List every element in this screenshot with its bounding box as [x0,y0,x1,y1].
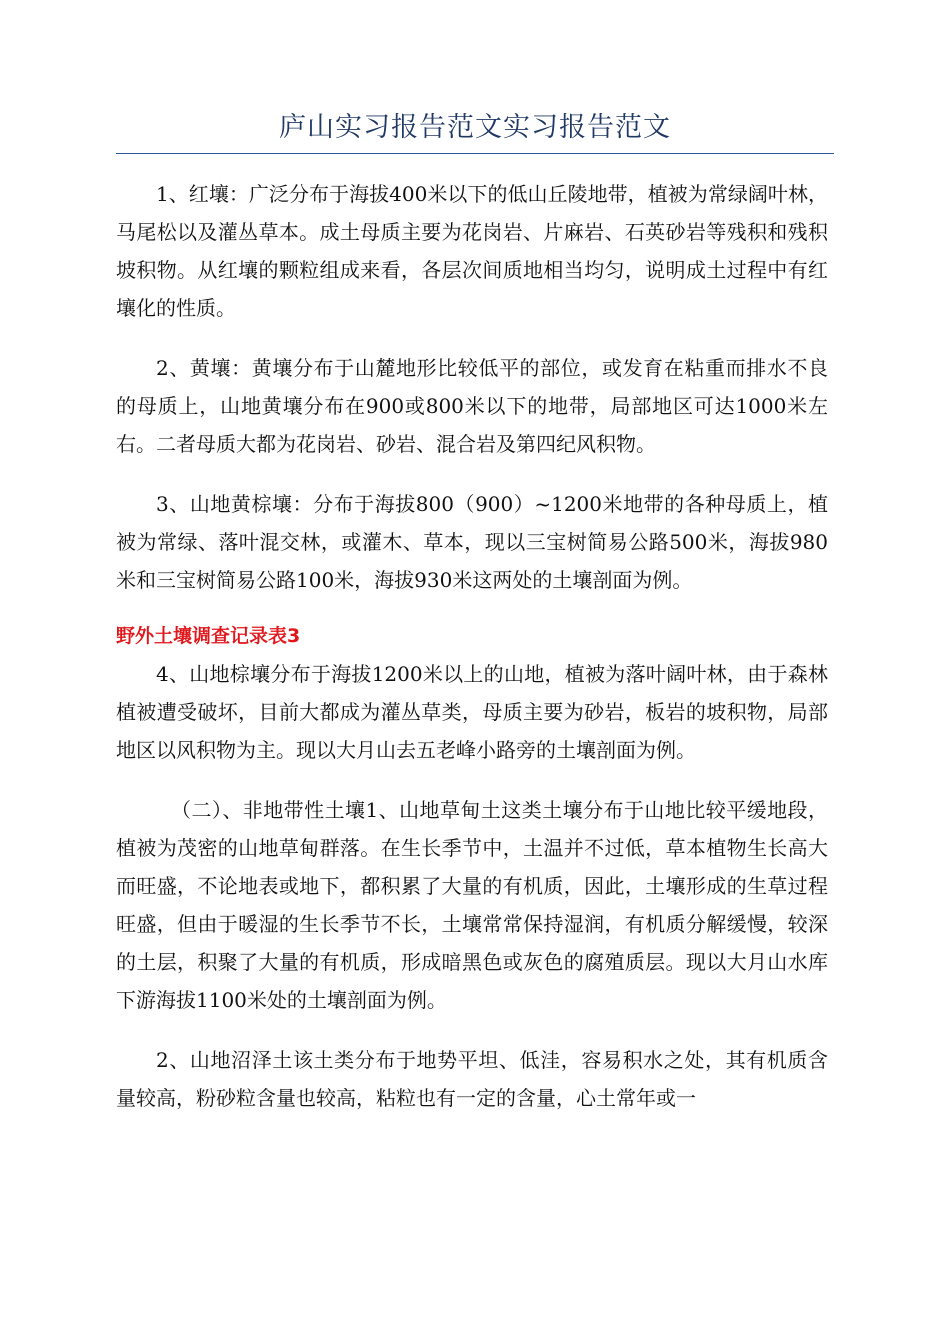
title-underline [116,153,834,154]
paragraph-red-soil: 1、红壤：广泛分布于海拔400米以下的低山丘陵地带，植被为常绿阔叶林，马尾松以及灌丛草本。成土母质主要为花岗岩、片麻岩、石英砂岩等残积和残积坡积物。从红壤的颗粒组成来看，各层次间质地相当均匀，说明成土过程中有红壤化的性质。 [116,182,828,320]
document-body [116,175,828,1139]
paragraph-mountain-marsh-soil: 2、山地沼泽土该土类分布于地势平坦、低洼，容易积水之处，其有机质含量较高，粉砂粒含量也较高，粘粒也有一定的含量，心土常年或一 [116,1048,828,1110]
paragraph-mountain-yellow-brown-soil: 3、山地黄棕壤：分布于海拔800（900）~1200米地带的各种母质上，植被为常绿、落叶混交林，或灌木、草本，现以三宝树简易公路500米，海拔980米和三宝树简易公路100米，海拔930米这两处的土壤剖面为例。 [116,492,828,592]
paragraph-mountain-brown-soil: 4、山地棕壤分布于海拔1200米以上的山地，植被为落叶阔叶林，由于森林植被遭受破坏，目前大都成为灌丛草类，母质主要为砂岩，板岩的坡积物，局部地区以风积物为主。现以大月山去五老峰小路旁的土壤剖面为例。 [116,662,828,762]
section-heading: 野外土壤调查记录表3 [116,625,301,647]
paragraph-yellow-soil: 2、黄壤：黄壤分布于山麓地形比较低平的部位，或发育在粘重而排水不良的母质上，山地黄壤分布在900或800米以下的地带，局部地区可达1000米左右。二者母质大都为花岗岩、砂岩、混合岩及第四纪风积物。 [116,356,828,456]
document-title: 庐山实习报告范文实习报告范文 [279,112,671,143]
paragraph-non-zonal-soil: （二）、非地带性土壤1、山地草甸土这类土壤分布于山地比较平缓地段，植被为茂密的山地草甸群落。在生长季节中，土温并不过低，草本植物生长高大而旺盛，不论地表或地下，都积累了大量的有机质，因此，土壤形成的生草过程旺盛，但由于暖湿的生长季节不长，土壤常常保持湿润，有机质分解缓慢，较深的土层，积聚了大量的有机质，形成暗黑色或灰色的腐殖质层。现以大月山水库下游海拔1100米处的土壤剖面为例。 [116,798,828,1012]
